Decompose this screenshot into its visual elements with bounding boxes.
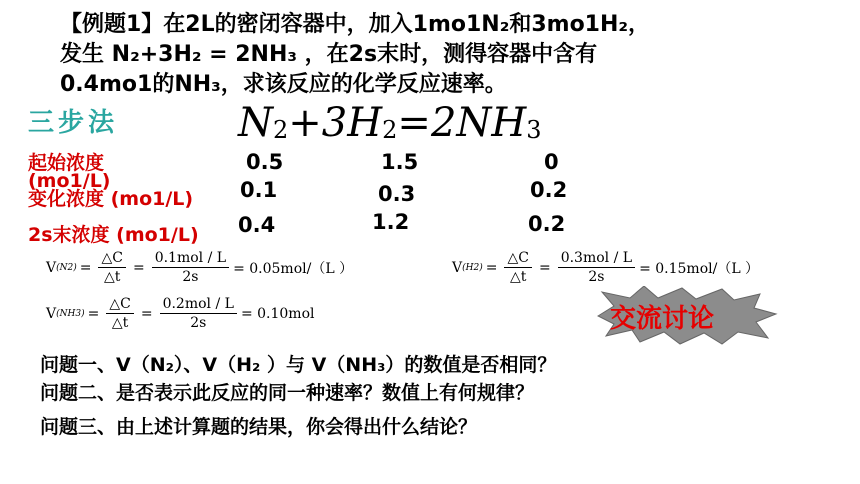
end-h2-value: 1.2 <box>372 210 410 234</box>
formula-h2-sub: (H2) <box>462 262 483 273</box>
problem-statement <box>60 10 650 100</box>
end-nh3-value: 0.2 <box>528 212 566 236</box>
method-title: 三步法 <box>28 108 119 138</box>
discussion-label: 交流讨论 <box>610 304 715 334</box>
question-3: 问题三、由上述计算题的结果，你会得出什么结论？ <box>40 416 478 438</box>
row-initial-unit: (mo1/L) <box>28 170 111 192</box>
reaction-equation <box>238 100 542 146</box>
initial-nh3-value: 0 <box>544 150 559 174</box>
eq-equals: =2 <box>397 100 457 146</box>
formula-n2-frac2: $\frac{\text{0.1mol / L}}{2s}$ <box>152 250 229 285</box>
formula-n2-frac1: $\frac{\triangle C}{\triangle t}$ <box>98 250 125 285</box>
row-change-label: 变化浓度 (mo1/L) <box>28 188 194 210</box>
formula-h2: V (H2) = $\frac{\triangle C}{\triangle t}$ = $\frac{\text{0.3mol / L}}{2s}$ = 0.15mol/（L ） <box>452 250 760 285</box>
eq-nh: NH <box>456 100 527 146</box>
eq-plus: +3 <box>288 100 348 146</box>
formula-nh3-result: = 0.10mol <box>240 305 315 322</box>
problem-line-3: 0.4mo1的NH₃，求该反应的化学反应速率。 <box>60 72 507 97</box>
formula-n2: V (N2) = $\frac{\triangle C}{\triangle t}$ = $\frac{\text{0.1mol / L}}{2s}$ = 0.05mol/（L ） <box>46 250 354 285</box>
row-end-label: 2s末浓度 (mo1/L) <box>28 224 199 246</box>
change-nh3-value: 0.2 <box>530 178 568 202</box>
question-2: 问题二、是否表示此反应的同一种速率？数值上有何规律？ <box>40 382 535 404</box>
formula-n2-result: = 0.05mol/（L ） <box>233 260 354 277</box>
eq-n: N <box>238 100 273 146</box>
change-n2-value: 0.1 <box>240 178 278 202</box>
formula-h2-v: V <box>452 259 463 276</box>
initial-h2-value: 1.5 <box>381 150 419 174</box>
row-initial-label: 起始浓度 <box>28 152 105 174</box>
formula-h2-frac2: $\frac{\text{0.3mol / L}}{2s}$ <box>558 250 635 285</box>
formula-nh3-frac1: $\frac{\triangle C}{\triangle t}$ <box>106 296 133 331</box>
problem-line-2: 发生 N₂+3H₂ = 2NH₃ ，在2s末时，测得容器中含有 <box>60 42 598 67</box>
question-1: 问题一、V（N₂）、V（H₂ ）与 V（NH₃）的数值是否相同？ <box>40 354 557 376</box>
formula-nh3-frac2: $\frac{\text{0.2mol / L}}{2s}$ <box>160 296 237 331</box>
formula-h2-result: = 0.15mol/（L ） <box>639 260 760 277</box>
formula-nh3-sub: (NH3) <box>56 308 85 319</box>
discussion-badge <box>592 286 778 346</box>
formula-n2-v: V <box>46 259 57 276</box>
formula-nh3-v: V <box>46 305 57 322</box>
eq-n-sub: 2 <box>273 116 289 144</box>
end-n2-value: 0.4 <box>238 213 276 237</box>
initial-n2-value: 0.5 <box>246 150 284 174</box>
problem-line-1: 【例题1】在2L的密闭容器中，加入1mo1N₂和3mo1H₂， <box>60 12 651 37</box>
formula-h2-frac1: $\frac{\triangle C}{\triangle t}$ <box>504 250 531 285</box>
change-h2-value: 0.3 <box>378 182 416 206</box>
formula-n2-sub: (N2) <box>56 262 77 273</box>
eq-nh-sub: 3 <box>526 116 542 144</box>
formula-nh3: V (NH3) = $\frac{\triangle C}{\triangle t}$ = $\frac{\text{0.2mol / L}}{2s}$ = 0.10mol <box>46 296 315 331</box>
eq-h: H <box>347 100 383 146</box>
eq-h-sub: 2 <box>382 116 398 144</box>
